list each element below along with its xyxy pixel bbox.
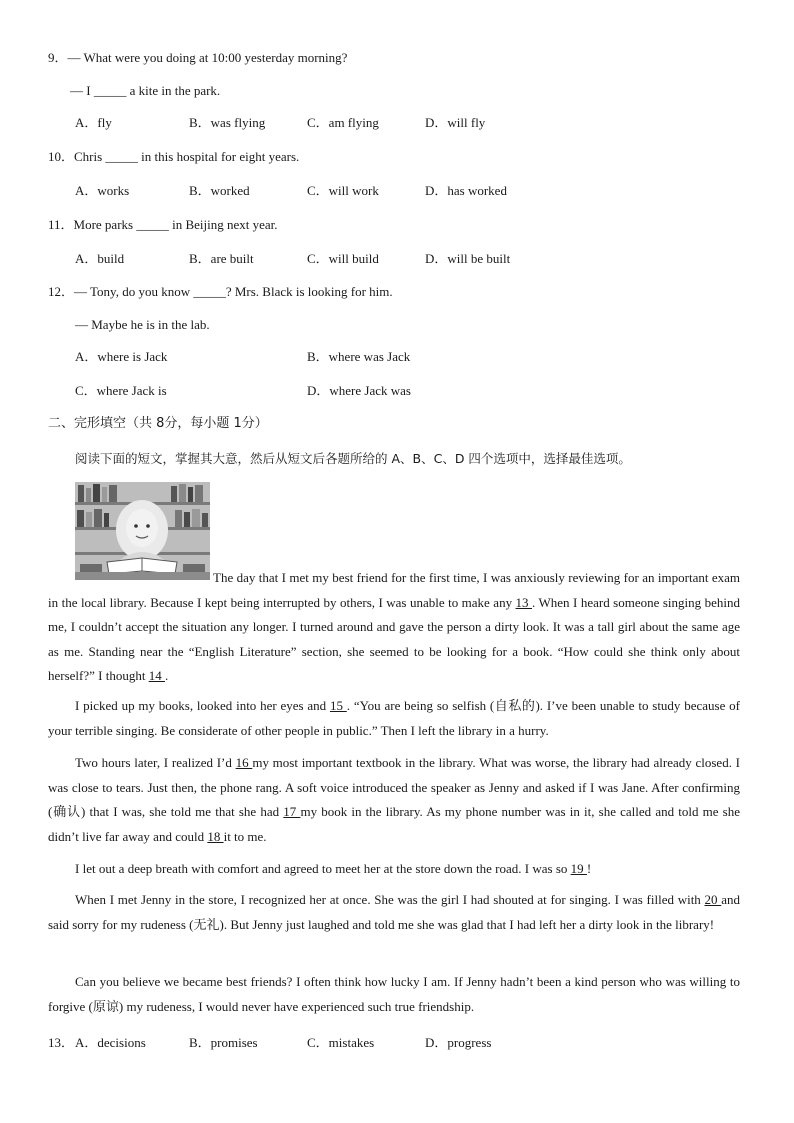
q9-option-c: C．am flying — [307, 115, 379, 130]
q9-answer-line: — I _____ a kite in the park. — [70, 83, 221, 98]
q11-option-c: C．will build — [307, 251, 379, 266]
q13-option-b: B．promises — [189, 1035, 258, 1050]
q10-option-c: C．will work — [307, 183, 379, 198]
q9-option-b: B．was flying — [189, 115, 266, 130]
passage-paragraph-1: The day that I met my best friend for the first time, I was anxiously reviewing for an important exam in the local library. Because I kept being interrupted by others, I was unable to make any 13 . When I heard someone singing behind me, I couldn’t accept the situation any longer. I turned around and gave the person a dirty look. It was a tall girl about the same age as me. Standing near the “English Literature” section, she seemed to be looking for a book. “How could she think only about herself?” I thought 14 . — [48, 570, 740, 683]
section-instruction: 阅读下面的短文，掌握其大意，然后从短文后各题所给的 A、B、C、D 四个选项中，选择最佳选项。 — [75, 451, 631, 466]
q13-number: 13． — [48, 1035, 75, 1050]
q12-option-b: B．where was Jack — [307, 349, 411, 364]
q12-stem: 12．— Tony, do you know _____? Mrs. Black is looking for him. — [48, 284, 393, 299]
q12-option-a: A．where is Jack — [75, 349, 168, 364]
passage-paragraph-6: Can you believe we became best friends? I often think how lucky I am. If Jenny hadn’t been a kind person who was willing to forgive (原谅) my rudeness, I would never have experienced such true friendship. — [48, 974, 740, 1014]
q11-option-b: B．are built — [189, 251, 254, 266]
q13-option-d: D．progress — [425, 1035, 492, 1050]
q10-stem: 10．Chris _____ in this hospital for eight years. — [48, 149, 300, 164]
q12-option-d: D．where Jack was — [307, 383, 411, 398]
q9-stem: 9．— What were you doing at 10:00 yesterday morning? — [48, 50, 348, 65]
blank-15: 15 — [329, 698, 347, 713]
q13-option-a: A．decisions — [75, 1035, 146, 1050]
passage-paragraph-3: Two hours later, I realized I’d 16 my most important textbook in the library. What was worse, the library had already closed. I was close to tears. Just then, the phone rang. A soft voice introduced the speaker as Jenny and asked if I was Jane. After confirming (确认) that I was, she told me that she had 17 my book in the library. As my phone number was in it, she called and told me she didn’t live far away and could 18 it to me. — [48, 755, 741, 844]
q10-option-b: B．worked — [189, 183, 250, 198]
q13-option-c: C．mistakes — [307, 1035, 375, 1050]
q11-option-d: D．will be built — [425, 251, 511, 266]
blank-17: 17 — [283, 804, 301, 819]
q10-option-a: A．works — [75, 183, 130, 198]
q9-option-d: D．will fly — [425, 115, 486, 130]
q12-answer-line: — Maybe he is in the lab. — [75, 317, 210, 332]
q12-option-c: C．where Jack is — [75, 383, 167, 398]
blank-13: 13 — [515, 594, 533, 610]
passage-paragraph-2: I picked up my books, looked into her eyes and 15 . “You are being so selfish (自私的). I’ve been unable to study because of your terrible singing. Be considerate of other people in public.” Then I left the library in a hurry. — [48, 698, 741, 738]
q11-stem: 11．More parks _____ in Beijing next year. — [48, 217, 278, 232]
passage-paragraph-5: When I met Jenny in the store, I recognized her at once. She was the girl I had shouted at for singing. I was filled with 20 and said sorry for my rudeness (无礼). But Jenny just laughed and told me she was glad that I had left her a dirty look in the library! — [48, 892, 741, 932]
blank-14: 14 — [148, 668, 165, 683]
q10-option-d: D．has worked — [425, 183, 507, 198]
blank-20: 20 — [704, 892, 722, 907]
blank-16: 16 — [235, 755, 253, 770]
q11-option-a: A．build — [75, 251, 125, 266]
section-heading: 二、完形填空（共 8分，每小题 1分） — [48, 416, 268, 431]
q9-option-a: A．fly — [75, 115, 112, 130]
blank-19: 19 — [570, 861, 587, 876]
passage-paragraph-4: I let out a deep breath with comfort and agreed to meet her at the store down the road. I was so 19 ! — [75, 861, 592, 876]
blank-18: 18 — [207, 828, 224, 844]
